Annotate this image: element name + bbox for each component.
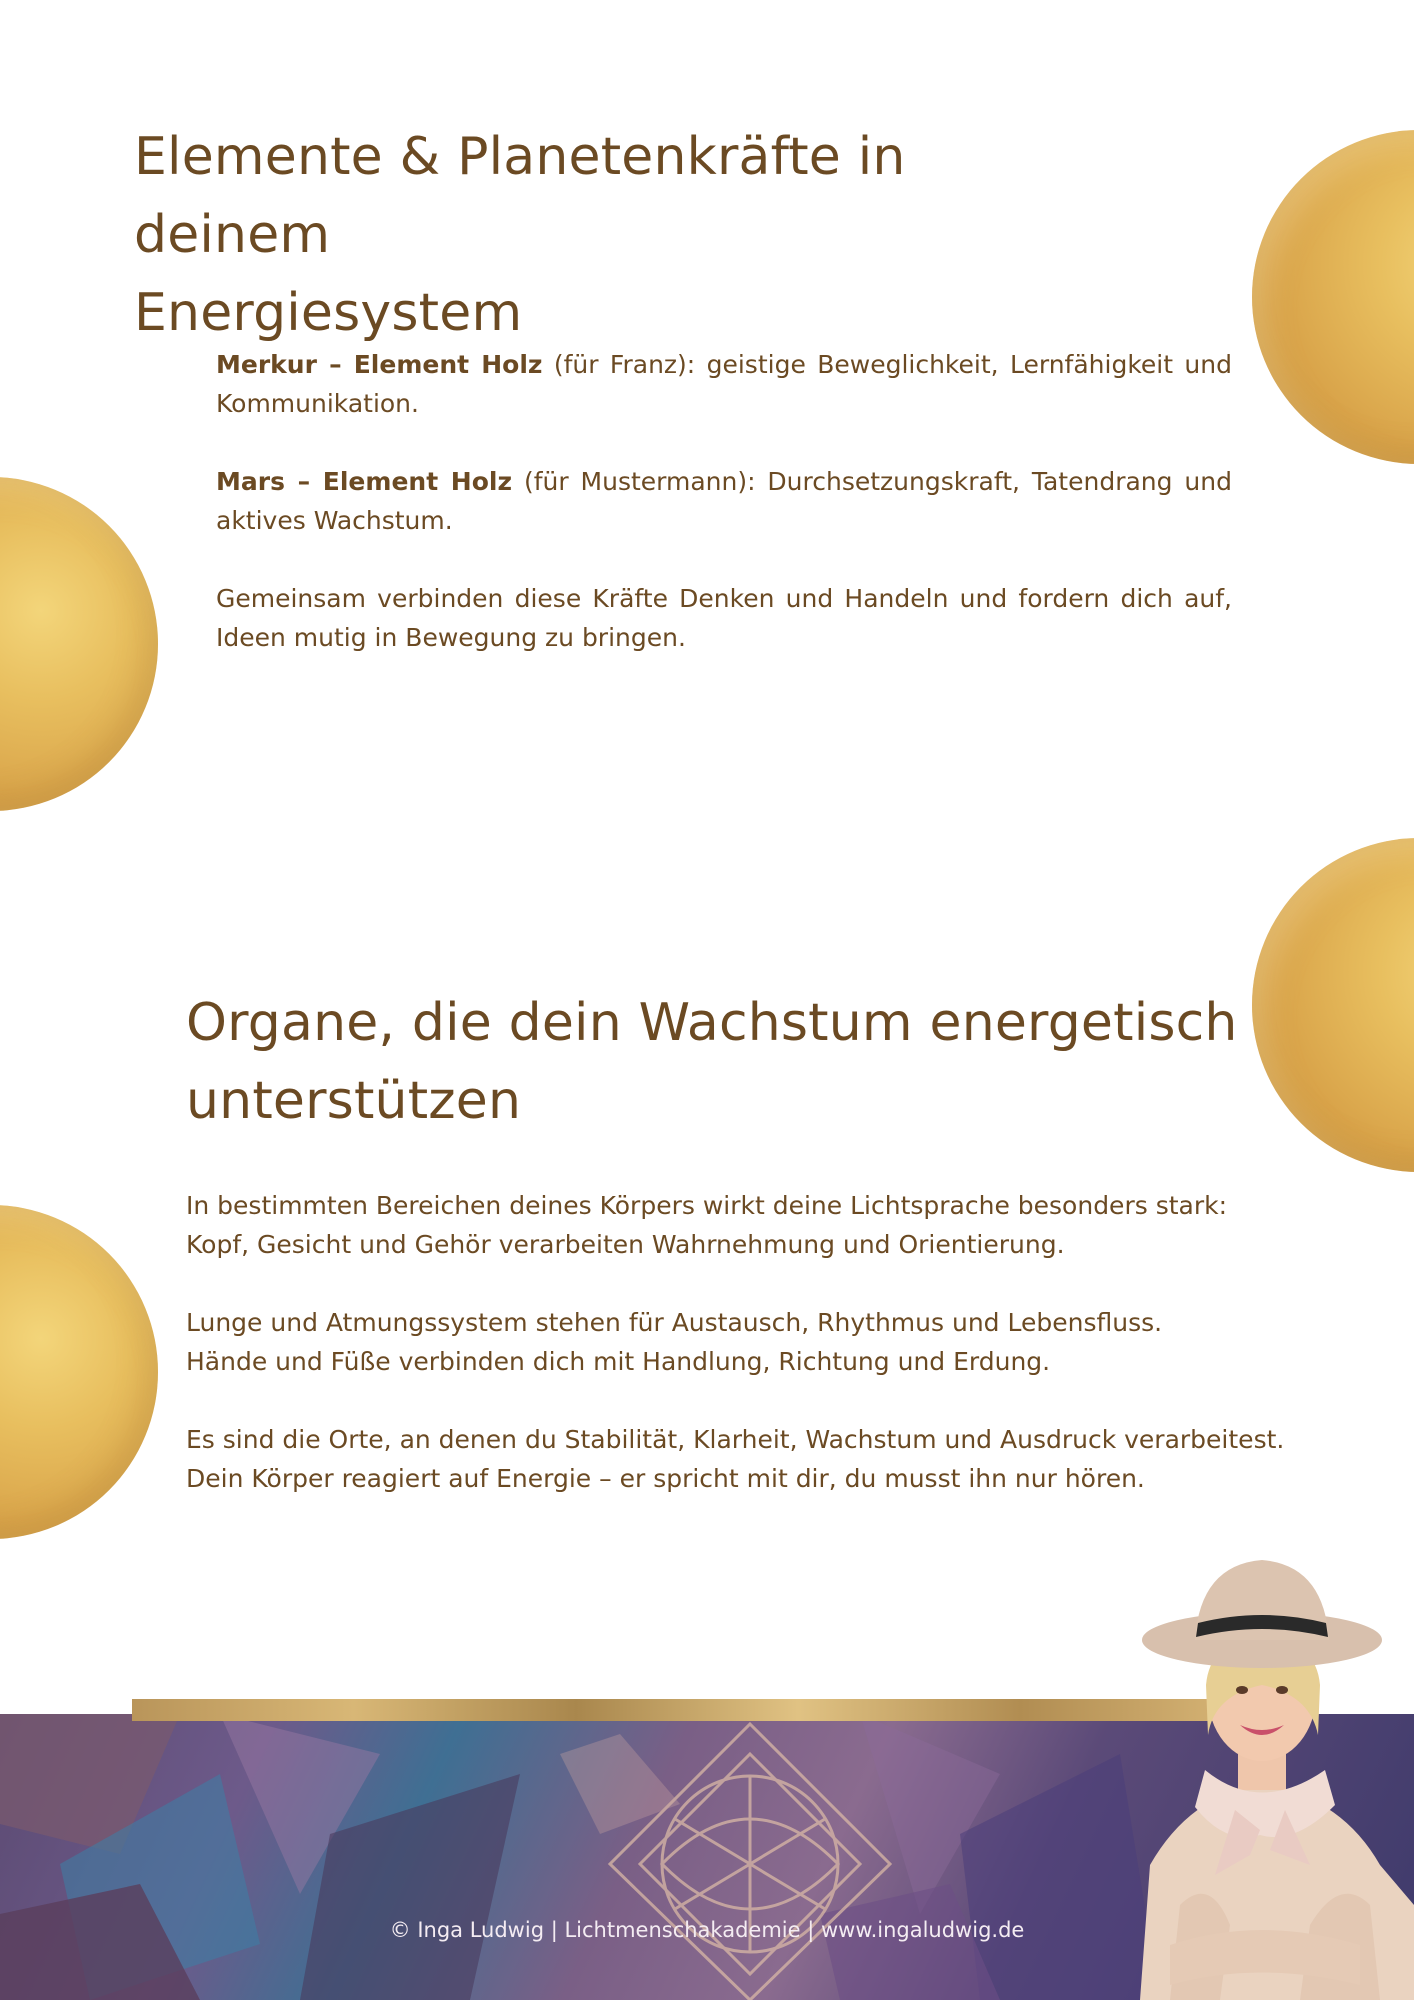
planet-item-mars-text: (für Mustermann): Durchsetzungskraft, Tatendrang und aktives Wachstum. — [216, 467, 1232, 535]
organ-paragraph-1-line1: In bestimmten Bereichen deines Körpers wirkt deine Lichtsprache besonders stark: — [186, 1191, 1228, 1220]
planet-item-mars — [216, 462, 1232, 540]
planet-item-merkur — [216, 345, 1232, 423]
section2-title-line2: unterstützen — [186, 1071, 522, 1131]
organ-paragraph-3-line2: Dein Körper reagiert auf Energie – er spricht mit dir, du musst ihn nur hören. — [186, 1464, 1145, 1493]
organ-paragraph-1 — [186, 1186, 1296, 1264]
organ-paragraph-1-line2: Kopf, Gesicht und Gehör verarbeiten Wahrnehmung und Orientierung. — [186, 1230, 1065, 1259]
section1-paragraph: Gemeinsam verbinden diese Kräfte Denken und Handeln und fordern dich auf, Ideen mutig in Bewegung zu bringen. — [216, 584, 1232, 652]
organ-paragraph-2-line2: Hände und Füße verbinden dich mit Handlung, Richtung und Erdung. — [186, 1347, 1051, 1376]
footer-copyright: © Inga Ludwig | Lichtmenschakademie | www.ingaludwig.de — [389, 1918, 1025, 1942]
organ-paragraph-3-line1: Es sind die Orte, an denen du Stabilität, Klarheit, Wachstum und Ausdruck verarbeitest. — [186, 1425, 1285, 1454]
organ-paragraph-3 — [186, 1420, 1296, 1498]
gold-circle-decoration — [0, 1205, 158, 1539]
gold-divider-bar — [132, 1699, 1242, 1721]
planet-item-merkur-text: (für Franz): geistige Beweglichkeit, Lernfähigkeit und Kommunikation. — [216, 350, 1232, 418]
organ-paragraph-2 — [186, 1303, 1296, 1381]
gold-circle-decoration — [0, 477, 158, 811]
section2-title-line1: Organe, die dein Wachstum energetisch — [186, 993, 1238, 1053]
gold-circle-decoration — [1252, 838, 1414, 1172]
organ-paragraph-2-line1: Lunge und Atmungssystem stehen für Austausch, Rhythmus und Lebensfluss. — [186, 1308, 1163, 1337]
section1-title-line1: Elemente & Planetenkräfte in deinem — [134, 127, 906, 265]
planet-item-mars-label: Mars – Element Holz — [216, 467, 513, 496]
section1-title-line2: Energiesystem — [134, 283, 523, 343]
gold-circle-decoration — [1252, 130, 1414, 464]
section1-title — [134, 118, 1114, 352]
planet-item-merkur-label: Merkur – Element Holz — [216, 350, 543, 379]
section2-title — [186, 984, 1246, 1140]
